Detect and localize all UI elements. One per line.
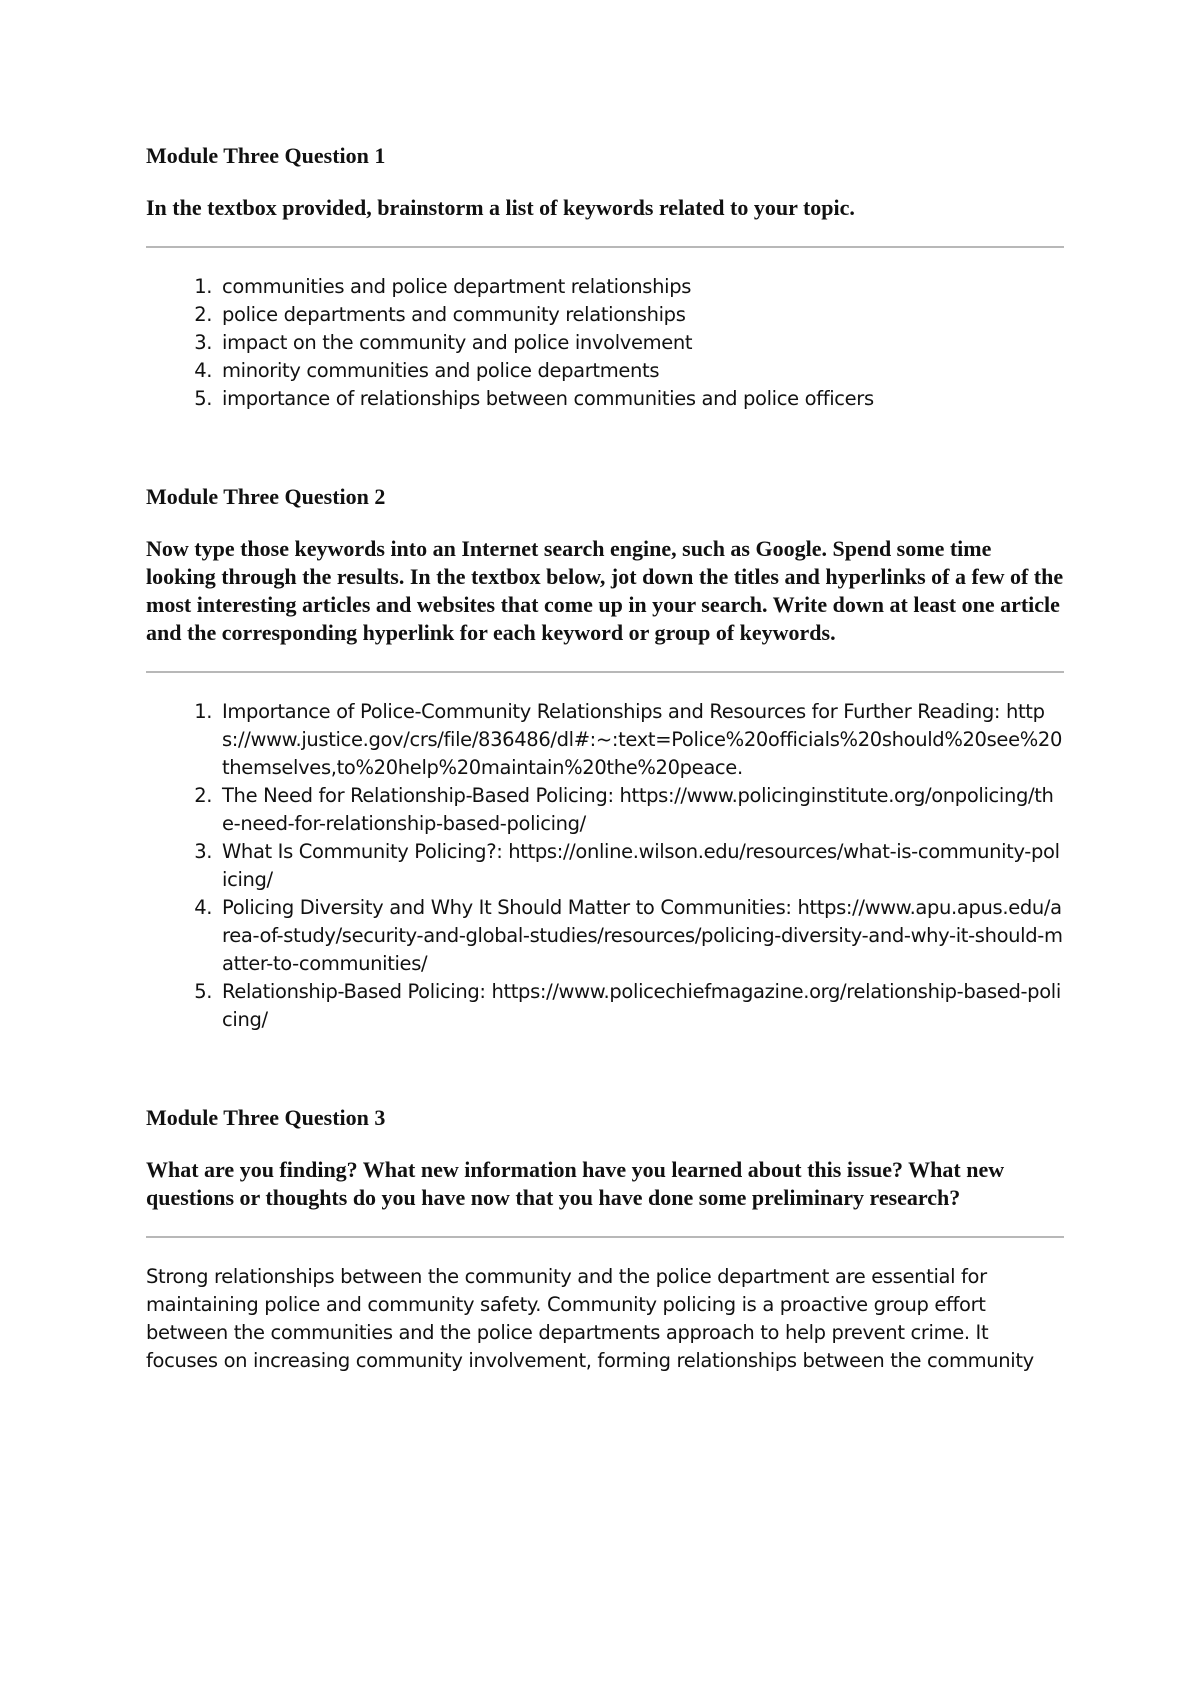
article-item: [218, 978, 1064, 1034]
question-1-divider: [146, 246, 1064, 248]
question-1-title: Module Three Question 1: [146, 143, 386, 168]
article-link[interactable]: https://www.apu.apus.edu/area-of-study/security-and-global-studies/resources/policing-diversity-and-why-it-should-matter-to-communities/: [222, 896, 1063, 975]
keyword-item: 3. impact on the community and police involvement: [218, 329, 1064, 357]
question-2-title: Module Three Question 2: [146, 484, 386, 509]
article-item: [218, 838, 1064, 894]
question-2-section: [146, 483, 1064, 1034]
article-link[interactable]: https://www.policechiefmagazine.org/relationship-based-policing/: [222, 980, 1061, 1031]
question-3-section: [146, 1104, 1064, 1375]
article-title: Importance of Police-Community Relationships and Resources for Further Reading:: [222, 700, 1001, 723]
question-2-prompt: Now type those keywords into an Internet search engine, such as Google. Spend some time looking through the results. In the textbox below, jot down the titles and hyperlinks of a few of the most interesting articles and websites that come up in your search. Write down at least one article and the corresponding hyperlink for each keyword or group of keywords.: [146, 536, 1064, 645]
document-page: [146, 142, 1064, 1375]
article-title: Policing Diversity and Why It Should Matter to Communities:: [222, 896, 792, 919]
keyword-item: 4. minority communities and police departments: [218, 357, 1064, 385]
keyword-item: 2. police departments and community relationships: [218, 301, 1064, 329]
question-2-article-list: [146, 698, 1064, 1034]
question-3-answer-text: Strong relationships between the community and the police department are essential for maintaining police and community safety. Community policing is a proactive group effort between the communities and the police departments approach to help prevent crime. It focuses on increasing community involvement, forming relationships between the community: [146, 1265, 1034, 1372]
article-title: The Need for Relationship-Based Policing:: [222, 784, 614, 807]
article-title: What Is Community Policing?:: [222, 840, 503, 863]
question-3-title: Module Three Question 3: [146, 1105, 386, 1130]
article-item: [218, 698, 1064, 782]
question-1-keyword-list: [146, 273, 1064, 413]
keyword-item: 1. communities and police department relationships: [218, 273, 1064, 301]
article-link[interactable]: https://www.justice.gov/crs/file/836486/dl#:~:text=Police%20officials%20should%20see%20themselves,to%20help%20maintain%20the%20peace.: [222, 700, 1063, 779]
question-3-divider: [146, 1236, 1064, 1238]
article-link[interactable]: https://www.policinginstitute.org/onpolicing/the-need-for-relationship-based-policing/: [222, 784, 1054, 835]
question-1-prompt: In the textbox provided, brainstorm a list of keywords related to your topic.: [146, 195, 855, 220]
article-link[interactable]: https://online.wilson.edu/resources/what-is-community-policing/: [222, 840, 1060, 891]
article-title: Relationship-Based Policing:: [222, 980, 486, 1003]
question-2-divider: [146, 671, 1064, 673]
keyword-item: 5. importance of relationships between communities and police officers: [218, 385, 1064, 413]
article-item: [218, 894, 1064, 978]
question-3-prompt: What are you finding? What new information have you learned about this issue? What new questions or thoughts do you have now that you have done some preliminary research?: [146, 1157, 1005, 1210]
article-item: [218, 782, 1064, 838]
question-1-section: [146, 142, 1064, 413]
